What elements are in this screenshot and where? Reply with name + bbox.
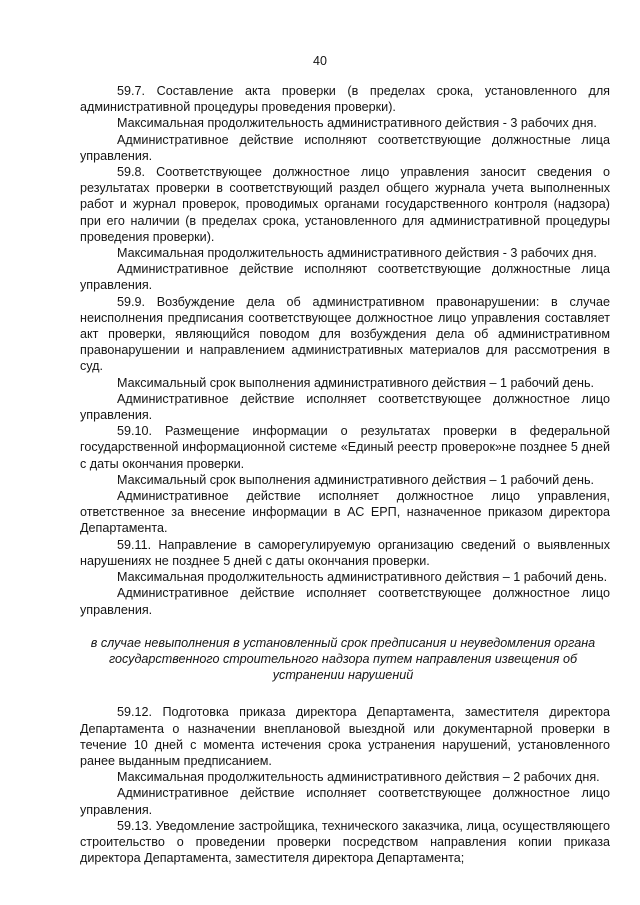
paragraph-59-12-executor: Административное действие исполняет соответствующее должностное лицо управления. (80, 786, 610, 817)
paragraph-59-10-executor: Административное действие исполняет должностное лицо управления, ответственное за внесение информации в АС ЕРП, назначенное приказом директора Департамента. (80, 489, 610, 536)
paragraph-59-10: 59.10. Размещение информации о результатах проверки в федеральной государственной информационной системе «Единый реестр проверок»не позднее 5 дней с даты окончания проверки. (80, 424, 610, 471)
paragraph-59-7-executor: Административное действие исполняют соответствующие должностные лица управления. (80, 132, 610, 163)
page-number: 40 (313, 54, 327, 68)
section-heading: в случае невыполнения в установленный срок предписания и неуведомления органа государственного строительного надзора путем направления извещения об устранении нарушений (90, 635, 596, 683)
paragraph-59-11-executor: Административное действие исполняет соответствующее должностное лицо управления. (80, 586, 610, 617)
paragraph-59-9-executor: Административное действие исполняет соответствующее должностное лицо управления. (80, 391, 610, 423)
paragraph-59-9-duration: Максимальный срок выполнения административного действия – 1 рабочий день. (117, 375, 595, 390)
paragraph-59-9: 59.9. Возбуждение дела об административном правонарушении: в случае неисполнения предписания соответствующее должностное лицо управления составляет акт проверки, являющийся поводом для возбуждения дела об административном правонарушении и направлением административных материалов для рассмотрения в суд. (80, 294, 610, 374)
paragraph-59-12-duration: Максимальная продолжительность административного действия – 2 рабочих дня. (117, 770, 600, 785)
paragraph-59-10-duration: Максимальный срок выполнения административного действия – 1 рабочий день. (117, 472, 595, 487)
paragraph-59-12: 59.12. Подготовка приказа директора Департамента, заместителя директора Департамента о назначении внеплановой выездной или документарной проверки в течение 10 дней с момента истечения срока устранения нарушений, установленного ранее выданным предписанием. (80, 705, 610, 768)
document-body (80, 83, 610, 866)
paragraph-59-11: 59.11. Направление в саморегулируемую организацию сведений о выявленных нарушениях не позднее 5 дней с даты окончания проверки. (80, 537, 610, 568)
paragraph-59-7: 59.7. Составление акта проверки (в пределах срока, установленного для административной процедуры проведения проверки). (80, 84, 610, 115)
paragraph-59-8: 59.8. Соответствующее должностное лицо управления заносит сведения о результатах проверки в соответствующий раздел общего журнала учета выполненных работ и журнал проверок, проводимых органами государственного контроля (надзора) при его наличии (в пределах срока, установленного для административной процедуры проведения проверки). (80, 165, 610, 244)
paragraph-59-8-executor: Административное действие исполняют соответствующие должностные лица управления. (80, 262, 610, 293)
paragraph-59-11-duration: Максимальная продолжительность административного действия – 1 рабочий день. (117, 570, 608, 585)
paragraph-59-13: 59.13. Уведомление застройщика, технического заказчика, лица, осуществляющего строительство о проведении проверки посредством направления копии приказа директора Департамента, заместителя директора Департамента; (80, 818, 610, 866)
paragraph-59-8-duration: Максимальная продолжительность административного действия - 3 рабочих дня. (117, 246, 597, 261)
paragraph-59-7-duration: Максимальная продолжительность административного действия - 3 рабочих дня. (117, 116, 597, 131)
